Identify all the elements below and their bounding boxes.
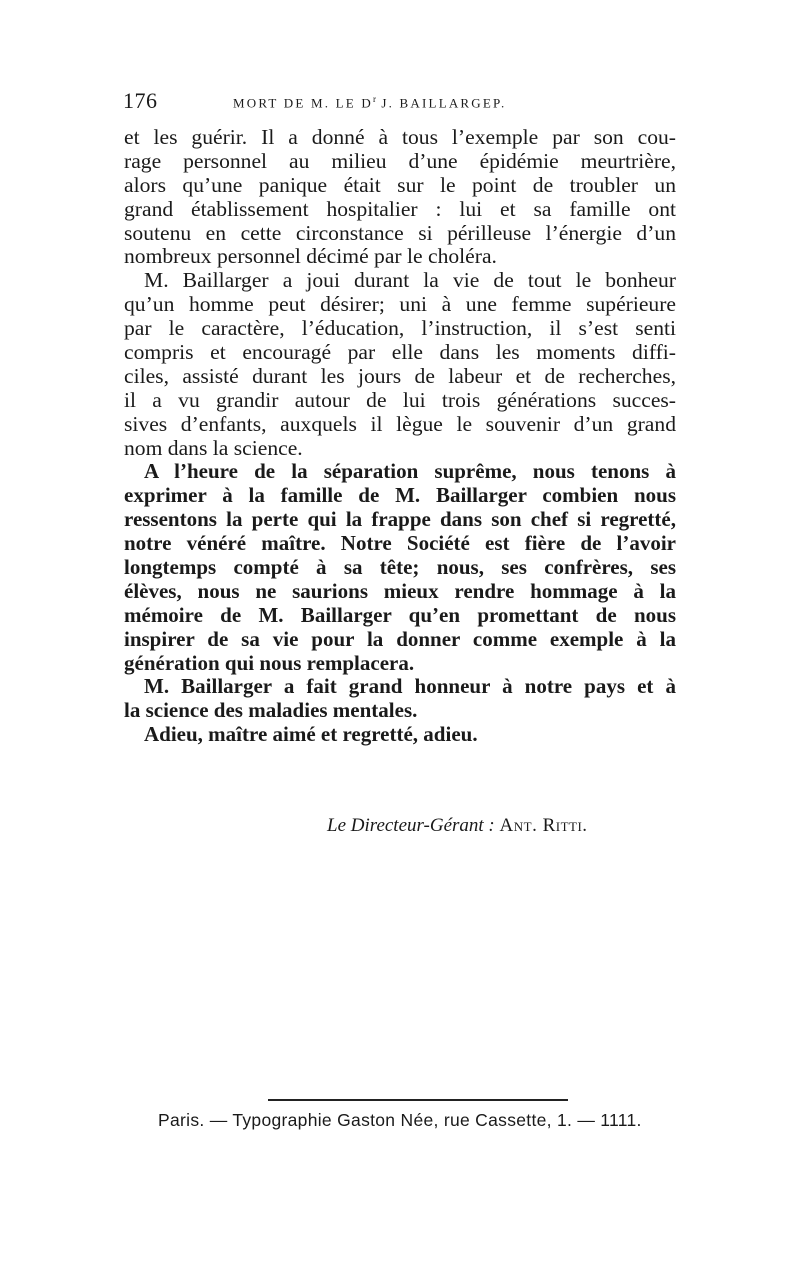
- text-line: génération qui nous remplacera.: [124, 650, 415, 675]
- text-line: la science des maladies mentales.: [124, 698, 418, 723]
- text-line: il a vu grandir autour de lui trois générations succes-: [124, 387, 676, 412]
- text-line: Adieu, maître aimé et regretté, adieu.: [144, 722, 478, 747]
- text-line: et les guérir. Il a donné à tous l’exemple par son cou-: [124, 125, 676, 149]
- text-line: grand établissement hospitalier : lui et sa famille ont: [124, 196, 676, 221]
- text-line: ressentons la perte qui la frappe dans son chef si regretté,: [124, 507, 676, 532]
- running-title-rest: J. BAILLARGEP.: [375, 95, 507, 111]
- text-line: rage personnel au milieu d’une épidémie meurtrière,: [124, 148, 676, 173]
- text-line: longtemps compté à sa tête; nous, ses confrères, ses: [124, 555, 676, 580]
- text-line: soutenu en cette circonstance si périlleuse l’énergie d’un: [124, 220, 676, 245]
- text-line: M. Baillarger a fait grand honneur à notre pays et à: [144, 674, 676, 699]
- text-line: par le caractère, l’éducation, l’instruction, il s’est senti: [124, 316, 676, 341]
- signature-role: Le Directeur-Gérant :: [327, 815, 495, 836]
- text-line: mémoire de M. Baillarger qu’en promettant de nous: [124, 602, 676, 627]
- text-line: nombreux personnel décimé par le choléra.: [124, 244, 497, 269]
- running-title: [233, 94, 506, 111]
- running-title-main: MORT DE M. LE D: [233, 95, 373, 111]
- running-head: [123, 88, 683, 118]
- text-line: notre vénéré maître. Notre Société est fière de l’avoir: [124, 531, 676, 556]
- text-line: sives d’enfants, auxquels il lègue le souvenir d’un grand: [124, 411, 676, 436]
- text-line: alors qu’une panique était sur le point de troubler un: [124, 172, 676, 197]
- text-line: exprimer à la famille de M. Baillarger combien nous: [124, 483, 676, 508]
- text-line: élèves, nous ne saurions mieux rendre hommage à la: [124, 578, 676, 603]
- text-line: M. Baillarger a joui durant la vie de tout le bonheur: [144, 268, 676, 293]
- page-number: 176: [123, 88, 158, 113]
- text-line: A l’heure de la séparation suprême, nous tenons à: [144, 459, 676, 484]
- divider-rule: [268, 1099, 568, 1101]
- running-title-superscript: r: [372, 94, 376, 104]
- text-line: qu’un homme peut désirer; uni à une femme supérieure: [124, 292, 676, 317]
- signature-name: Ant. Ritti.: [499, 815, 588, 836]
- text-line: nom dans la science.: [124, 435, 303, 460]
- text-line: compris et encouragé par elle dans les moments diffi-: [124, 340, 676, 365]
- signature: [327, 815, 588, 837]
- text-line: ciles, assisté durant les jours de labeur et de recherches,: [124, 363, 676, 388]
- text-line: inspirer de sa vie pour la donner comme exemple à la: [124, 626, 676, 651]
- body-text: [124, 126, 676, 747]
- printer-imprint: Paris. — Typographie Gaston Née, rue Cassette, 1. — 1111.: [158, 1110, 642, 1130]
